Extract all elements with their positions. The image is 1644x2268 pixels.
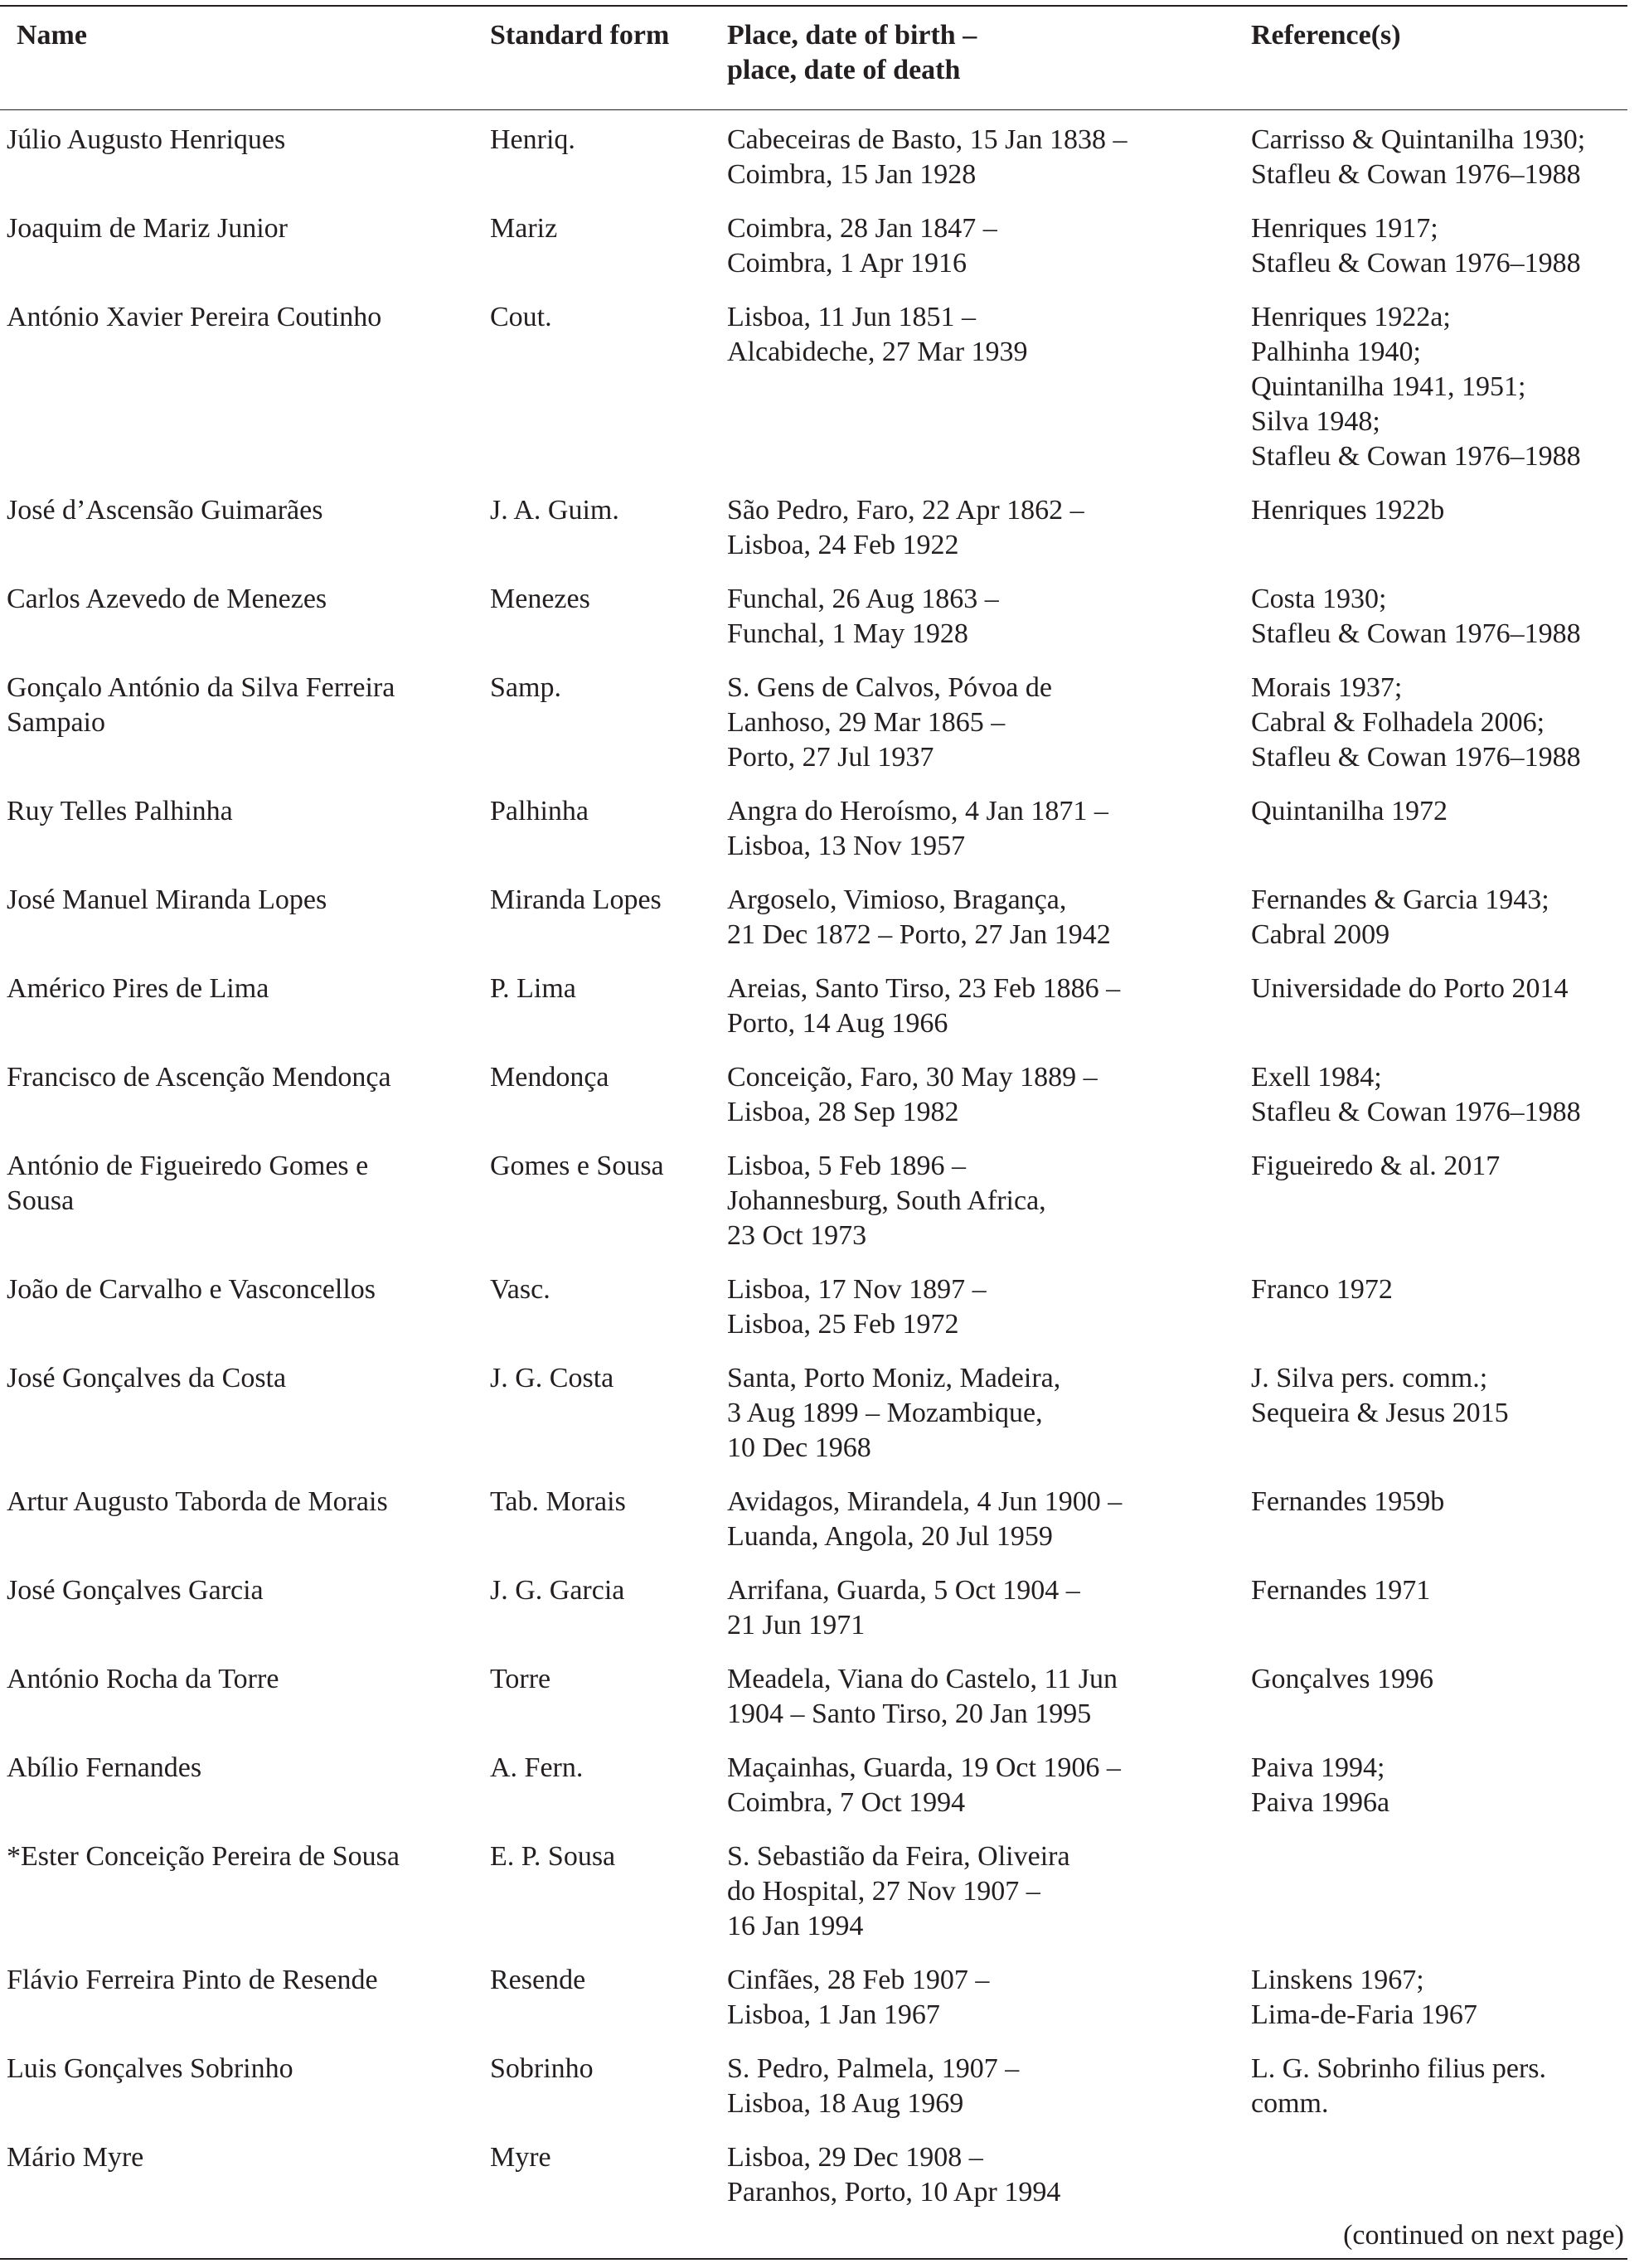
cell-place-date: Arrifana, Guarda, 5 Oct 1904 – 21 Jun 1971 — [727, 1575, 1080, 1640]
cell-references: Henriques 1922b — [1251, 495, 1445, 526]
cell-place-date: Maçainhas, Guarda, 19 Oct 1906 – Coimbra, 7 Oct 1994 — [727, 1752, 1121, 1818]
cell-standard-form: J. A. Guim. — [490, 495, 619, 526]
cell-references: Carrisso & Quintanilha 1930; Stafleu & Cowan 1976–1988 — [1251, 124, 1586, 190]
cell-references: Figueiredo & al. 2017 — [1251, 1151, 1501, 1181]
cell-name: Mário Myre — [7, 2142, 144, 2173]
cell-name: Luis Gonçalves Sobrinho — [7, 2053, 293, 2084]
cell-place-date: São Pedro, Faro, 22 Apr 1862 – Lisboa, 24 Feb 1922 — [727, 495, 1084, 560]
cell-standard-form: Palhinha — [490, 796, 589, 826]
cell-standard-form: Samp. — [490, 672, 561, 703]
cell-name: Júlio Augusto Henriques — [7, 124, 286, 155]
cell-place-date: Avidagos, Mirandela, 4 Jun 1900 – Luanda, Angola, 20 Jul 1959 — [727, 1486, 1123, 1552]
cell-references: Exell 1984; Stafleu & Cowan 1976–1988 — [1251, 1062, 1581, 1127]
cell-references: Franco 1972 — [1251, 1274, 1393, 1305]
cell-references: Costa 1930; Stafleu & Cowan 1976–1988 — [1251, 584, 1581, 649]
cell-name: Américo Pires de Lima — [7, 973, 269, 1004]
cell-place-date: S. Sebastião da Feira, Oliveira do Hospital, 27 Nov 1907 – 16 Jan 1994 — [727, 1841, 1070, 1941]
cell-place-date: Santa, Porto Moniz, Madeira, 3 Aug 1899 – Mozambique, 10 Dec 1968 — [727, 1363, 1061, 1463]
cell-place-date: Areias, Santo Tirso, 23 Feb 1886 – Porto, 14 Aug 1966 — [727, 973, 1121, 1039]
cell-name: João de Carvalho e Vasconcellos — [7, 1274, 376, 1305]
cell-place-date: S. Gens de Calvos, Póvoa de Lanhoso, 29 Mar 1865 – Porto, 27 Jul 1937 — [727, 672, 1052, 773]
cell-place-date: S. Pedro, Palmela, 1907 – Lisboa, 18 Aug 1969 — [727, 2053, 1020, 2119]
cell-name: *Ester Conceição Pereira de Sousa — [7, 1841, 400, 1872]
cell-references: Fernandes 1959b — [1251, 1486, 1445, 1517]
table-bottom-rule — [0, 2258, 1627, 2260]
cell-references: Universidade do Porto 2014 — [1251, 973, 1569, 1004]
cell-standard-form: Resende — [490, 1965, 586, 1995]
cell-references: Linskens 1967; Lima-de-Faria 1967 — [1251, 1965, 1477, 2030]
cell-place-date: Conceição, Faro, 30 May 1889 – Lisboa, 28 Sep 1982 — [727, 1062, 1098, 1127]
cell-place-date: Angra do Heroísmo, 4 Jan 1871 – Lisboa, 13 Nov 1957 — [727, 796, 1108, 861]
cell-name: Gonçalo António da Silva Ferreira Sampaio — [7, 672, 395, 738]
cell-name: José d’Ascensão Guimarães — [7, 495, 323, 526]
table-top-rule — [0, 5, 1627, 7]
cell-place-date: Lisboa, 5 Feb 1896 – Johannesburg, South Africa, 23 Oct 1973 — [727, 1151, 1046, 1251]
cell-standard-form: Sobrinho — [490, 2053, 594, 2084]
header-place-date: Place, date of birth – place, date of death — [727, 20, 977, 85]
continuation-note: (continued on next page) — [1343, 2220, 1624, 2251]
cell-standard-form: J. G. Garcia — [490, 1575, 625, 1606]
cell-place-date: Lisboa, 11 Jun 1851 – Alcabideche, 27 Mar 1939 — [727, 302, 1028, 367]
cell-name: Flávio Ferreira Pinto de Resende — [7, 1965, 378, 1995]
cell-name: Ruy Telles Palhinha — [7, 796, 233, 826]
cell-standard-form: E. P. Sousa — [490, 1841, 616, 1872]
cell-name: Carlos Azevedo de Menezes — [7, 584, 327, 614]
cell-standard-form: Miranda Lopes — [490, 884, 662, 915]
cell-place-date: Lisboa, 29 Dec 1908 – Paranhos, Porto, 10 Apr 1994 — [727, 2142, 1061, 2207]
cell-references: J. Silva pers. comm.; Sequeira & Jesus 2015 — [1251, 1363, 1509, 1428]
cell-name: Artur Augusto Taborda de Morais — [7, 1486, 388, 1517]
cell-standard-form: A. Fern. — [490, 1752, 584, 1783]
cell-standard-form: Mariz — [490, 213, 558, 244]
cell-standard-form: Menezes — [490, 584, 590, 614]
cell-name: Francisco de Ascenção Mendonça — [7, 1062, 391, 1093]
cell-place-date: Cinfães, 28 Feb 1907 – Lisboa, 1 Jan 1967 — [727, 1965, 990, 2030]
cell-standard-form: J. G. Costa — [490, 1363, 614, 1393]
cell-standard-form: Tab. Morais — [490, 1486, 626, 1517]
cell-name: José Gonçalves da Costa — [7, 1363, 287, 1393]
cell-references: Fernandes & Garcia 1943; Cabral 2009 — [1251, 884, 1549, 950]
cell-place-date: Funchal, 26 Aug 1863 – Funchal, 1 May 1928 — [727, 584, 999, 649]
cell-name: José Gonçalves Garcia — [7, 1575, 264, 1606]
header-name: Name — [17, 20, 87, 51]
cell-standard-form: Myre — [490, 2142, 551, 2173]
cell-name: Abílio Fernandes — [7, 1752, 202, 1783]
cell-place-date: Argoselo, Vimioso, Bragança, 21 Dec 1872 – Porto, 27 Jan 1942 — [727, 884, 1111, 950]
cell-standard-form: Mendonça — [490, 1062, 609, 1093]
cell-place-date: Cabeceiras de Basto, 15 Jan 1838 – Coimbra, 15 Jan 1928 — [727, 124, 1128, 190]
cell-references: Gonçalves 1996 — [1251, 1664, 1434, 1694]
cell-references: L. G. Sobrinho filius pers. comm. — [1251, 2053, 1547, 2119]
cell-name: António Rocha da Torre — [7, 1664, 279, 1694]
cell-standard-form: Henriq. — [490, 124, 575, 155]
cell-name: Joaquim de Mariz Junior — [7, 213, 288, 244]
cell-references: Morais 1937; Cabral & Folhadela 2006; Stafleu & Cowan 1976–1988 — [1251, 672, 1581, 773]
cell-place-date: Meadela, Viana do Castelo, 11 Jun 1904 – Santo Tirso, 20 Jan 1995 — [727, 1664, 1118, 1729]
header-references: Reference(s) — [1251, 20, 1401, 51]
cell-references: Henriques 1922a; Palhinha 1940; Quintanilha 1941, 1951; Silva 1948; Stafleu & Cowan 1976–1988 — [1251, 302, 1581, 472]
cell-standard-form: Gomes e Sousa — [490, 1151, 664, 1181]
cell-standard-form: Torre — [490, 1664, 551, 1694]
table-header-rule — [0, 109, 1627, 110]
cell-references: Fernandes 1971 — [1251, 1575, 1431, 1606]
cell-standard-form: Cout. — [490, 302, 552, 332]
cell-name: António Xavier Pereira Coutinho — [7, 302, 382, 332]
cell-references: Quintanilha 1972 — [1251, 796, 1448, 826]
cell-name: António de Figueiredo Gomes e Sousa — [7, 1151, 369, 1216]
cell-standard-form: Vasc. — [490, 1274, 550, 1305]
cell-place-date: Coimbra, 28 Jan 1847 – Coimbra, 1 Apr 1916 — [727, 213, 997, 279]
cell-references: Paiva 1994; Paiva 1996a — [1251, 1752, 1390, 1818]
cell-name: José Manuel Miranda Lopes — [7, 884, 327, 915]
cell-references: Henriques 1917; Stafleu & Cowan 1976–1988 — [1251, 213, 1581, 279]
cell-place-date: Lisboa, 17 Nov 1897 – Lisboa, 25 Feb 1972 — [727, 1274, 987, 1340]
cell-standard-form: P. Lima — [490, 973, 576, 1004]
header-standard-form: Standard form — [490, 20, 670, 51]
